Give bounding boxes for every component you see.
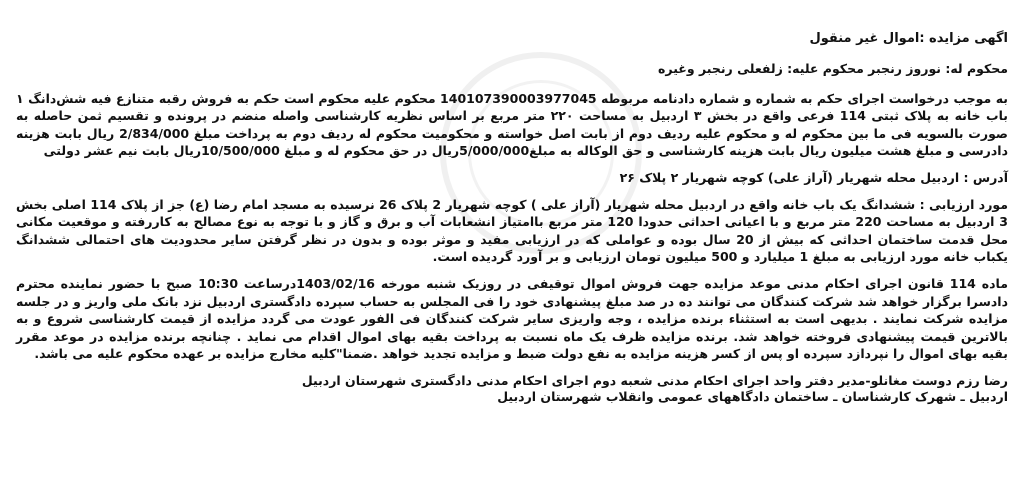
notice-title: اگهی مزایده :اموال غیر منقول: [809, 31, 1008, 46]
address-line: آدرس : اردبیل محله شهریار (آراز علی) کوچه شهریار ۲ پلاک ۲۶: [619, 170, 1008, 186]
appraisal-paragraph: مورد ارزیابی : ششدانگ یک باب خانه واقع در اردبیل محله شهریار (آراز علی ) کوچه شهریار 2 پلاک 26 نرسیده به مسجد امام رضا (ع) جز از پلاک 114 اصلی بخش 3 اردبیل به مساحت 220 متر مربع و با اعیانی احداثی حدودا 120 متر مربع باامتیاز انشعابات آب و برق و گاز و با توجه به نوع مصالح به کاررفته و موقعیت مکانی محل قدمت ساختمان احداثی که بیش از 20 سال بوده و عواملی که در ارزیابی مفید و موثر بوده و بدون در نظر گرفتن سایر محدودیت های احتمالی ششدانگ یکباب خانه مورد ارزیابی به مبلغ 1 میلیارد و 500 میلیون تومان ارزیابی و بر آورد گردیده است.: [16, 196, 1008, 265]
signature-line: رضا رزم دوست مغانلو-مدیر دفتر واحد اجرای احکام مدنی شعبه دوم اجرای احکام مدنی دادگستری شهرستان اردبیل: [301, 372, 1008, 388]
request-paragraph: به موجب درخواست اجرای حکم به شماره و شماره دادنامه مربوطه 140107390003977045 محکوم علیه محکوم است حکم به فروش رقبه متنازع فیه شش‌دانگ ۱ باب خانه به پلاک ثبتی 114 فرعی واقع در بخش ۳ اردبیل به مساحت ۲۲۰ متر مربع بر اساس نظریه کارشناسی واصله منضم در پرونده و تقسیم ثمن حاصله به صورت بالسویه فی ما بین محکوم له و محکوم علیه ردیف دوم از بابت اصل خواسته و محکومیت محکوم له ردیف دوم به پرداخت مبلغ 2/834/000 ریال بابت هزینه دادرسی و مبلغ هشت میلیون ریال بابت هزینه کارشناسی و حق الوکاله به مبلغ5/000/000ریال در حق محکوم له و مبلغ 10/500/000ریال بابت نیم عشر دولتی: [16, 90, 1008, 159]
condemned-parties: محکوم له: نوروز رنجبر محکوم علیه: زلفعلی رنجبر وغیره: [658, 61, 1008, 77]
article-114-paragraph: ماده 114 قانون اجرای احکام مدنی موعد مزایده جهت فروش اموال توقیفی در روزیک شنبه مورخه 1403/02/16درساعت 10:30 صبح با حضور نماینده محترم دادسرا برگزار خواهد شد شرکت کنندگان می توانند ده در صد مبلغ پیشنهادی خود را فی المجلس به حساب سپرده دادگستری اردبیل نزد بانک ملی واریز و در جلسه مزایده شرکت نمایند . بدیهی است به استثناء برنده مزایده ، وجه واریزی سایر شرکت کنندگان فی الفور عودت می گردد مزایده از قیمت کارشناسی شروع و به بالاترین قیمت پیشنهادی فروخته خواهد شد. برنده مزایده ظرف یک ماه نسبت به پرداخت بقیه بهای اموال اقدام می نماید . چنانچه برنده مزایده در موعد مقرر بقیه بهای اموال را نپردازد سپرده او پس از کسر هزینه مزایده به نفع دولت ضبط و مزایده تجدید خواهد .ضمنا"کلیه مخارج مزایده بر عهده محکوم علیه می باشد.: [16, 276, 1008, 362]
office-address-line: اردبیل ـ شهرک کارشناسان ـ ساختمان دادگاههای عمومی وانقلاب شهرستان اردبیل: [497, 388, 1008, 404]
